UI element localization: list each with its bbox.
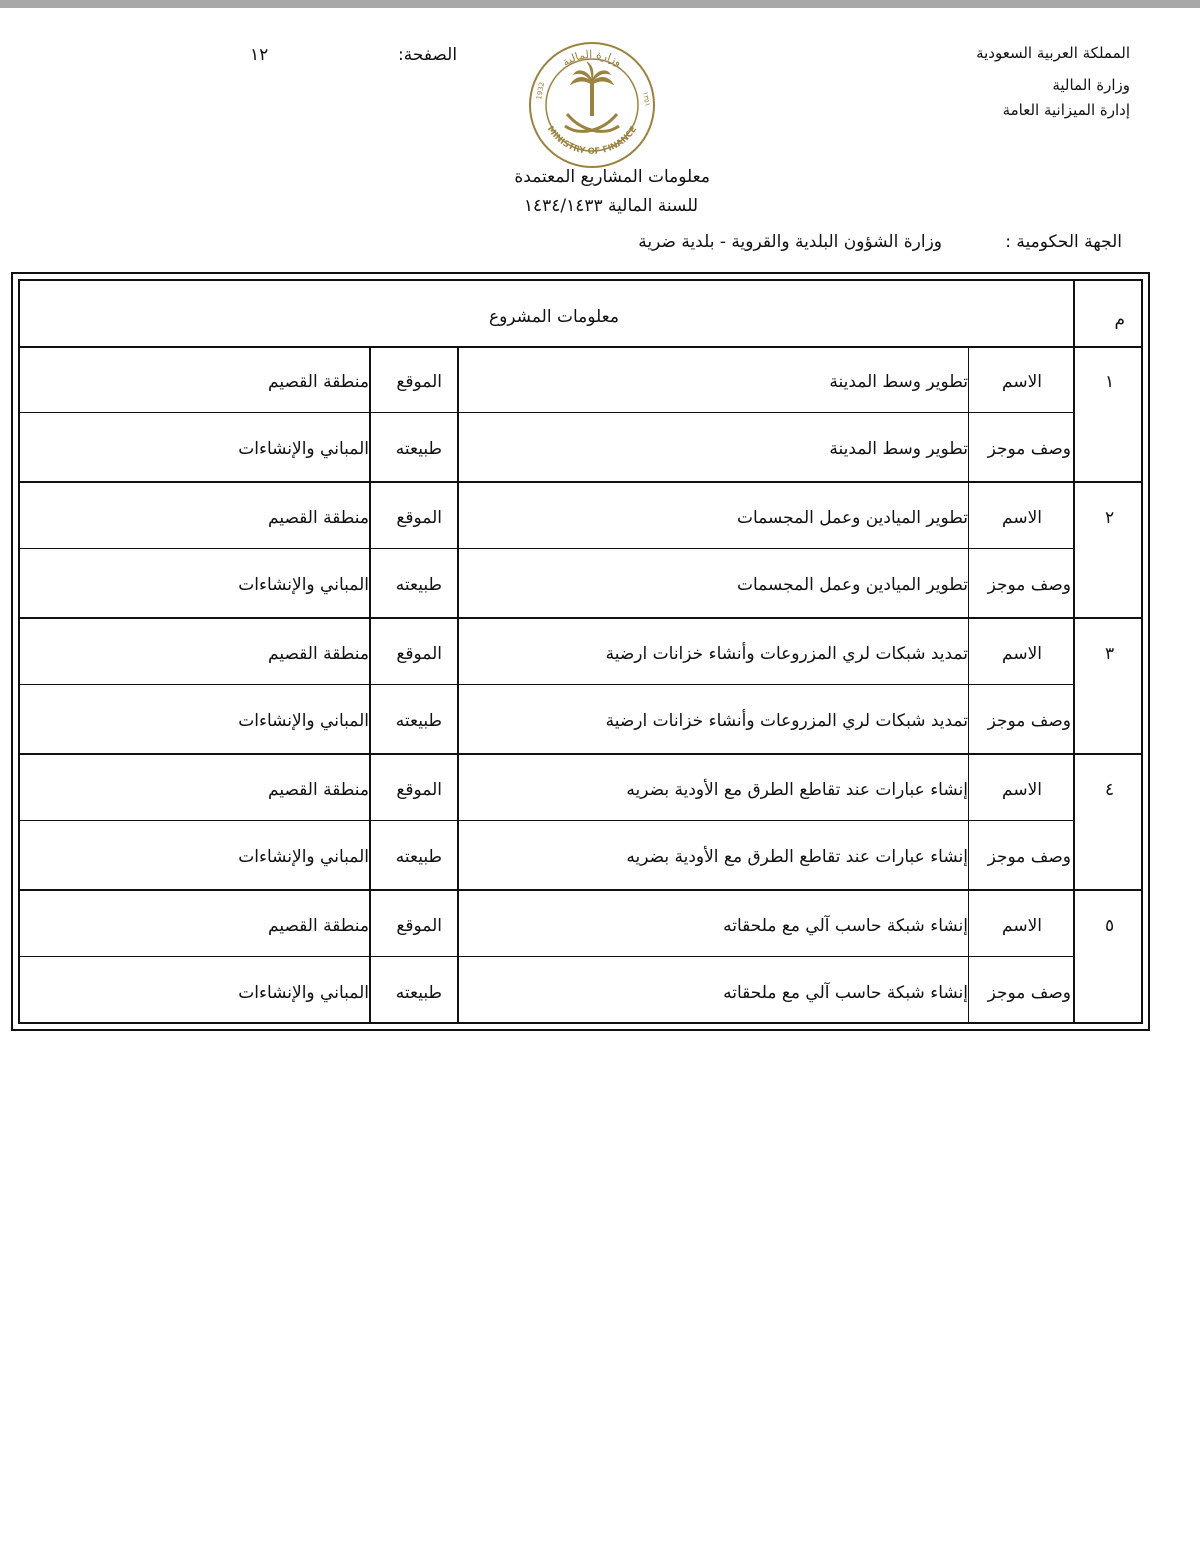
column-header-project-info: معلومات المشروع xyxy=(488,307,619,327)
logo-english-text: MINISTRY OF FINANCE xyxy=(544,124,640,157)
header-row-border xyxy=(18,346,1143,348)
row-border xyxy=(18,753,1143,755)
project-nature: المباني والإنشاءات xyxy=(238,439,369,459)
project-nature: المباني والإنشاءات xyxy=(238,575,369,595)
project-description: تطوير وسط المدينة xyxy=(829,439,968,459)
project-description: إنشاء شبكة حاسب آلي مع ملحقاته xyxy=(723,983,968,1003)
row-inner-border xyxy=(18,412,1074,413)
row-inner-border xyxy=(18,684,1074,685)
label-location: الموقع xyxy=(396,780,442,800)
label-name: الاسم xyxy=(1002,508,1042,528)
project-description: إنشاء عبارات عند تقاطع الطرق مع الأودية بضريه xyxy=(626,847,968,867)
row-border xyxy=(18,481,1143,483)
label-name: الاسم xyxy=(1002,780,1042,800)
project-location: منطقة القصيم xyxy=(268,916,369,936)
label-description: وصف موجز xyxy=(987,711,1071,731)
row-inner-border xyxy=(18,548,1074,549)
label-location: الموقع xyxy=(396,644,442,664)
location-label-divider xyxy=(369,346,371,1023)
ministry-of-finance-logo xyxy=(527,40,657,170)
column-header-index: م xyxy=(1114,310,1125,330)
row-border xyxy=(18,617,1143,619)
government-entity-label: الجهة الحكومية : xyxy=(1005,232,1122,252)
inner-frame-top xyxy=(18,279,1143,281)
project-description: تمديد شبكات لري المزروعات وأنشاء خزانات ارضية xyxy=(605,711,968,731)
logo-arabic-text: وزارة المالية xyxy=(559,47,625,69)
top-border-bar xyxy=(0,0,1200,8)
projects-table xyxy=(11,272,1150,1031)
project-nature: المباني والإنشاءات xyxy=(238,711,369,731)
row-index: ٤ xyxy=(1105,780,1115,800)
project-location: منطقة القصيم xyxy=(268,372,369,392)
row-index: ٥ xyxy=(1105,916,1115,936)
row-border xyxy=(18,889,1143,891)
logo-year-right: ١٣٥١ xyxy=(641,90,652,108)
label-nature: طبيعته xyxy=(395,983,442,1003)
label-name: الاسم xyxy=(1002,644,1042,664)
label-description: وصف موجز xyxy=(987,575,1071,595)
label-description: وصف موجز xyxy=(987,983,1071,1003)
label-location: الموقع xyxy=(396,508,442,528)
label-nature: طبيعته xyxy=(395,711,442,731)
document-title: معلومات المشاريع المعتمدة xyxy=(514,167,710,187)
label-nature: طبيعته xyxy=(395,575,442,595)
label-name: الاسم xyxy=(1002,916,1042,936)
project-name: إنشاء عبارات عند تقاطع الطرق مع الأودية بضريه xyxy=(626,780,968,800)
value-column-divider xyxy=(457,346,459,1023)
label-nature: طبيعته xyxy=(395,847,442,867)
inner-frame-bottom xyxy=(18,1022,1143,1024)
government-entity-value: وزارة الشؤون البلدية والقروية - بلدية ضرية xyxy=(638,232,942,252)
row-inner-border xyxy=(18,820,1074,821)
fiscal-year-subtitle: للسنة المالية ١٤٣٤/١٤٣٣ xyxy=(523,196,698,216)
project-location: منطقة القصيم xyxy=(268,780,369,800)
label-column-divider xyxy=(968,346,969,1023)
label-nature: طبيعته xyxy=(395,439,442,459)
palm-swords-emblem xyxy=(565,62,619,131)
label-description: وصف موجز xyxy=(987,847,1071,867)
page-number: ١٢ xyxy=(250,45,269,65)
ministry-name: وزارة المالية xyxy=(1052,76,1130,94)
logo-year-left: 1932 xyxy=(535,81,547,101)
label-description: وصف موجز xyxy=(987,439,1071,459)
row-index: ٢ xyxy=(1105,508,1115,528)
row-index: ٣ xyxy=(1105,644,1115,664)
project-name: تطوير وسط المدينة xyxy=(829,372,968,392)
row-inner-border xyxy=(18,956,1074,957)
index-column-divider xyxy=(1073,279,1075,1024)
kingdom-name: المملكة العربية السعودية xyxy=(976,44,1130,62)
label-location: الموقع xyxy=(396,372,442,392)
label-name: الاسم xyxy=(1002,372,1042,392)
department-name: إدارة الميزانية العامة xyxy=(1002,101,1130,119)
project-nature: المباني والإنشاءات xyxy=(238,847,369,867)
project-name: تمديد شبكات لري المزروعات وأنشاء خزانات ارضية xyxy=(605,644,968,664)
row-index: ١ xyxy=(1105,372,1115,392)
svg-text:وزارة المالية xyxy=(560,48,624,69)
label-location: الموقع xyxy=(396,916,442,936)
inner-frame-right xyxy=(1141,279,1143,1024)
project-nature: المباني والإنشاءات xyxy=(238,983,369,1003)
project-description: تطوير الميادين وعمل المجسمات xyxy=(736,575,968,595)
project-location: منطقة القصيم xyxy=(268,644,369,664)
page-label: الصفحة: xyxy=(398,45,458,65)
project-location: منطقة القصيم xyxy=(268,508,369,528)
project-name: إنشاء شبكة حاسب آلي مع ملحقاته xyxy=(723,916,968,936)
project-name: تطوير الميادين وعمل المجسمات xyxy=(736,508,968,528)
